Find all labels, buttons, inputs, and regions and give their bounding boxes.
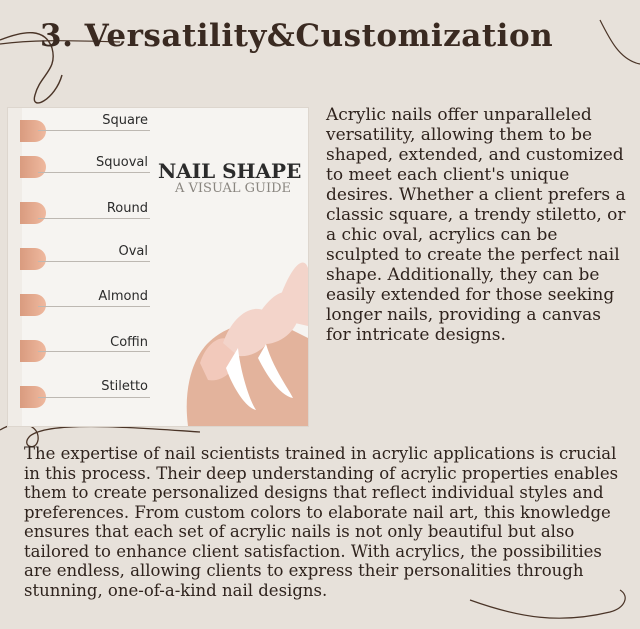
guide-title: NAIL SHAPE bbox=[158, 159, 302, 183]
nail-sample bbox=[20, 156, 46, 178]
shape-label-coffin: Coffin bbox=[110, 335, 148, 350]
guide-line bbox=[38, 130, 150, 131]
hand-illustration bbox=[178, 248, 308, 426]
expertise-paragraph: The expertise of nail scientists trained in acrylic applications is crucial in this process. Their deep understanding of acrylic properties enables them to create personalized designs that reflect individual styles and preferences. From custom colors to elaborate nail art, this knowledge ensures that each set of acrylic nails is not only beautiful but also tailored to enhance client satisfaction. With acrylics, the possibilities are endless, allowing clients to express their personalities through stunning, one-of-a-kind nail designs. bbox=[24, 444, 619, 600]
nail-sample bbox=[20, 294, 46, 316]
guide-line bbox=[38, 172, 150, 173]
shape-label-almond: Almond bbox=[98, 289, 148, 304]
guide-subtitle: A VISUAL GUIDE bbox=[175, 181, 292, 196]
shape-label-squoval: Squoval bbox=[96, 155, 148, 170]
shape-label-round: Round bbox=[106, 201, 148, 216]
shape-label-square: Square bbox=[102, 113, 148, 128]
shape-label-oval: Oval bbox=[118, 244, 148, 259]
guide-line bbox=[38, 351, 150, 352]
guide-line bbox=[38, 218, 150, 219]
shape-label-stiletto: Stiletto bbox=[101, 379, 148, 394]
guide-line bbox=[38, 397, 150, 398]
nail-sample bbox=[20, 248, 46, 270]
guide-line bbox=[38, 306, 150, 307]
page-title: 3. Versatility&Customization bbox=[40, 18, 554, 54]
nail-sample bbox=[20, 120, 46, 142]
versatility-paragraph: Acrylic nails offer unparalleled versatility, allowing them to be shaped, extended, and customized to meet each client's unique desires. Whether a client prefers a classic square, a trendy stiletto, or a chic oval, acrylics can be sculpted to create the perfect nail shape. Additionally, they can be easily extended for those seeking longer nails, providing a canvas for intricate designs. bbox=[326, 105, 626, 345]
nail-shape-guide-image bbox=[8, 108, 308, 426]
nail-sample bbox=[20, 202, 46, 224]
guide-line bbox=[38, 261, 150, 262]
